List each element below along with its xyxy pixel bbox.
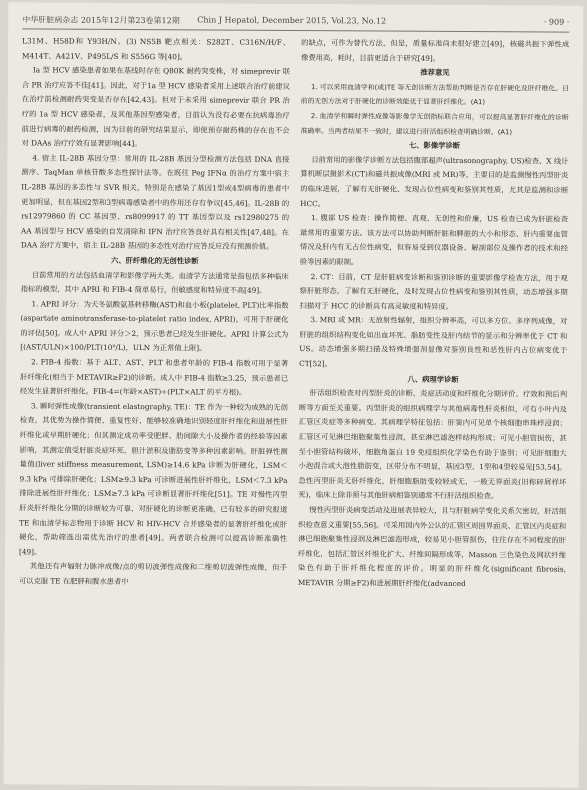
running-header [22, 14, 569, 32]
paragraph: 2. FIB-4 指数：基于 ALT、AST、PLT 和患者年龄的 FIB-4 指数可用于显著肝纤维化(相当于 METAVIR≥F2)的诊断。成人中 FIB-4 指数≥3.25，预示患者已经发生显著肝纤维化。FIB-4=(年龄×AST)÷(PLT×ALT 的平方根)。 [19, 357, 289, 397]
section-heading: 八、病理学诊断 [407, 374, 459, 384]
paragraph: 1. APRI 评分：为天冬氨酸氨基转移酶(AST)和血小板(platelet, PLT)比率指数(aspartate aminotransferase-to-platelet ratio index, APRI)，可用于肝硬化的评估[50]。成人中 APRI 评分＞2，预示患者已经发生肝硬化。APRI 计算公式为[(AST/ULN)×100/PLT(10⁹/L)，ULN 为正常值上限]。 [20, 299, 289, 353]
paragraph: 的缺点，可作为替代方法，但是，质量标准尚未很好建立[49]，核磁共振下弹性成像费用高，耗时，目前更适合于研究[49]。 [301, 38, 570, 63]
recommendation-text: 1. 可以采用血清学和(或)TE 等无创诊断方法帮助判断是否存在肝硬化及肝纤维化。目前的无创方法对于肝硬化的诊断效能优于显著肝纤维化。(A1) [300, 82, 569, 107]
right-column [298, 36, 569, 592]
left-column [19, 34, 290, 590]
page-number: · 909 · [543, 17, 570, 27]
journal-page [4, 2, 584, 787]
paragraph: 慢性丙型肝炎病变活动及进展表异较大，且与肝脏病学变化关系欠密切，肝活组织检查意义重要[55,56]。可采用国内外公认的汇管区周围界面炎、汇管区内炎症和淋巴细胞聚集性浸润及淋巴滤泡形成，较易见小胆管损伤，往往存在不同程度的肝纤维化，包括汇管区纤维化扩大、纤维间隔形成等，Masson 三色染色及网状纤维染色有助于肝纤维化程度的评价。明显的肝纤维化(significant fibrosis, METAVIR 分期≥F2)和进展期肝纤维化(advanced [297, 505, 567, 589]
journal-citation: Chin J Hepatol, December 2015, Vol.23, No.12 [197, 15, 387, 26]
paragraph: Ia 型 HCV 感染患者如果在基线时存在 Q80K 耐药突变株，对 simeprevir 联合 PR 治疗应答不佳[41]。因此，对于1a 型 HCV 感染者采用上述联合治疗前建议在治疗前检测耐药突变是否存在[42,43]。但对于未采用 simeprevir 联合 PR 治疗的 1a 型 HCV 感染者，及其他基因型感染者，目前认为没有必要在抗病毒治疗前进行病毒的耐药检测，因为目前的研究结果显示，即使预存耐药株的存在也不会对 DAAs 治疗疗效有显著影响[44]。 [21, 65, 291, 149]
paragraph: 2. CT：目前，CT 是肝脏病变诊断和鉴别诊断的重要影像学检查方法，用于观察肝脏形态，了解有无肝硬化，及时发现占位性病变和鉴别其性质，动态增强多期扫描对于 HCC 的诊断具有高灵敏度和特异度。 [299, 271, 568, 311]
section-heading: 六、肝纤维化的无创性诊断 [111, 255, 199, 266]
paragraph: 1. 腹部 US 检查：操作简便、直观、无创性和价廉，US 检查已成为肝脏检查最常用的重要方法。该方法可以协助判断肝脏和脾脏的大小和形态、肝内重要血管情况及肝内有无占位性病变，但容易受到仪器设备、解剖部位及操作者的技术和经验等因素的限制。 [299, 213, 569, 267]
paragraph: 4. 宿主 IL-28B 基因分型：常用的 IL-28B 基因分型检测方法包括 DNA 直接测序、TaqMan 单核苷酸多态性探针法等。在既往 Peg IFNα 的治疗方案中宿主 IL-28B 基因的多态性与 SVR 相关，特别是在感染了基因1型或4型病毒的患者中更加明显，但在基因2型和3型病毒感染者中的作用还存有争议[45,46]。IL-28B 的 rs12979860 的 CC 基因型、rs8099917 的 TT 基因型以及 rs12980275 的 AA 基因型与 HCV 感染的自发清除和 IFN 治疗应答良好具有相关性[47,48]。在 DAA 治疗方案中，宿主 IL-28B 基因的多态性对治疗应答反应没有预测价值。 [20, 153, 290, 252]
section-heading: 七、影像学诊断 [408, 140, 461, 151]
paragraph: 其他还有声辐射力脉冲成像/点的剪切波弹性成像和二维剪切波弹性成像，但手可以克服 TE 在肥胖和腹水患者中 [18, 561, 287, 586]
paragraph: 目前常用的影像学诊断方法包括腹部超声(ultrasonography, US)检查、X 线计算机断层摄影术(CT)和磁共振成像(MRI 或 MR)等，主要目的是监测慢性丙型肝炎的临床进展，了解有无肝硬化、发现占位性病变和鉴别其性质，尤其是监测和诊断 HCC。 [300, 154, 569, 208]
recommendation-text: 2. 血清学和瞬时弹性成像等影像学无创指标联合应用，可以提高显著肝纤维化的诊断准确率。当两者结果不一致时，建议进行肝活组织检查明确诊断。(A1) [300, 112, 569, 136]
subheading: 推荐意见 [420, 67, 450, 78]
paragraph: 3. MRI 或 MR：无放射性辐射，组织分辨率高，可以多方位、多序列成像，对肝脏的组织结构变化如出血坏死、脂肪变性及肝内结节的显示和分辨率优于 CT 和 US。动态增强多期扫描及特殊增强剂显像对鉴别良性和恶性肝内占位病变优于 CT[52]。 [299, 315, 568, 369]
paragraph: 肝活组织检查对丙型肝炎的诊断、炎症活动度和纤维化分期评价、疗效和预后判断等方面至关重要。丙型肝炎的组织病理学与其他病毒性肝炎相似，可有小叶内及汇管区炎症等多种病变。其病理学特征包括：肝窦内可见单个核细胞串珠样浸润；汇管区可见淋巴细胞聚集性浸润，甚至淋巴滤泡样结构形成；可见小胆管损伤，甚至小胆管结构破坏，细胞角蛋白 19 免疫组织化学染色有助于鉴别；可见肝细胞大小泡混合或大泡性脂肪变，区带分布不明显，基因3型、1型和4型较易见[53,54]。急性丙型肝炎无肝纤维化，肝细胞脂肪变较轻或无，一般无界面炎(旧称碎屑样坏死)，临床上除非须与其他肝病相鉴别通常不行肝活组织检查。 [298, 388, 568, 501]
paragraph: L31M、H58D和 Y93H/N。(3) NS5B 靶点相关：S282T、C316N/H/F、M414T、A421V、P495L/S 和 S556G 等[40]。 [22, 36, 291, 61]
paragraph: 3. 瞬时弹性成像(transient elastography, TE)：TE 作为一种较为成熟的无创检查，其优势为操作简便、重复性好，能够较准确地识别轻度肝纤维化和进展性肝纤维化或早期肝硬化；但其测定成功率受肥胖、肋间隙大小及操作者的经验等因素影响，其测定值受肝脏炎症坏死、胆汁淤积及脂肪变等多种因素影响。肝脏弹性测量值(liver stiffness measurement, LSM)≥14.6 kPa 诊断为肝硬化，LSM＜9.3 kPa 可排除肝硬化；LSM≥9.3 kPa 可诊断进展性肝纤维化，LSM＜7.3 kPa 排除进展性肝纤维化；LSM≥7.3 kPa 可诊断显著肝纤维化[51]。TE 对慢性丙型肝炎肝纤维化分期的诊断较为可靠，对肝硬化的诊断更准确，已有较多的研究报道 TE 和血清学标志物用于诊断 HCV 和 HIV-HCV 合并感染者的显著肝纤维化或肝硬化，帮助筛选出需优先治疗的患者[49]。两者联合检测可以提高诊断准确性[49]。 [19, 401, 288, 557]
journal-title: 中华肝脏病杂志 2015年12月第23卷第12期 [22, 15, 180, 26]
paragraph: 目前常用的方法包括血清学和影像学两大类。血清学方法通常是指包括多种临床指标的模型，其中 APRI 和 FIB-4 简单易行，但敏感度和特异度不高[49]。 [20, 269, 289, 295]
